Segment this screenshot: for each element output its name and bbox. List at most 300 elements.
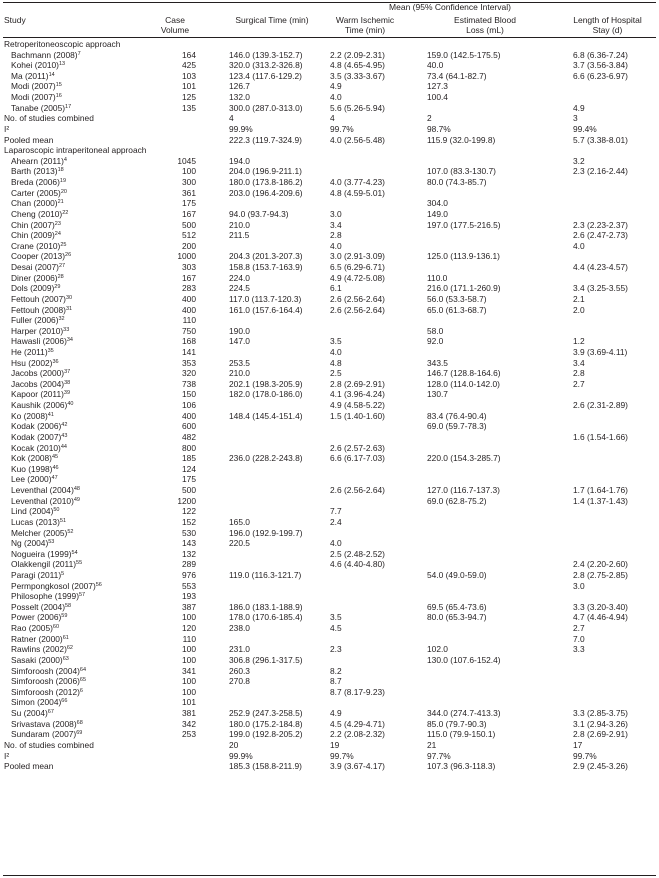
- reference-superscript: 16: [55, 93, 62, 100]
- study-cell-text: Fuller (2006): [11, 315, 59, 326]
- study-cell-text: Kok (2008): [11, 453, 52, 464]
- study-cell: [11, 103, 71, 114]
- warm-ischemic-cell: [330, 368, 342, 379]
- blood-loss-cell: [427, 655, 501, 666]
- study-cell: [11, 294, 72, 305]
- surgical-time-cell: [229, 368, 250, 379]
- surgical-time-cell: [229, 453, 303, 464]
- study-cell: [11, 634, 69, 645]
- hospital-stay-cell: [573, 336, 585, 347]
- case-volume-cell-text: 1200: [177, 495, 196, 506]
- table-row: [0, 453, 659, 464]
- warm-ischemic-cell-text: 4.0: [330, 240, 342, 251]
- case-volume-cell-text: 353: [182, 357, 196, 368]
- blood-loss-cell-text: 110.0: [427, 272, 448, 283]
- study-cell: [11, 570, 64, 581]
- table-row: [0, 464, 659, 475]
- study-cell: [4, 751, 9, 762]
- blood-loss-cell-text: 343.5: [427, 357, 448, 368]
- reference-superscript: 41: [47, 411, 54, 418]
- case-volume-cell: [162, 273, 196, 284]
- warm-ischemic-cell-text: 99.7%: [330, 750, 354, 761]
- table-row: [0, 591, 659, 602]
- study-cell: [11, 198, 64, 209]
- table-row: [0, 719, 659, 730]
- hospital-stay-cell: [573, 368, 585, 379]
- study-cell-text: Crane (2010): [11, 240, 61, 251]
- reference-superscript: 7: [77, 50, 81, 57]
- reference-superscript: 5: [61, 571, 65, 577]
- surgical-time-cell-text: 210.0: [229, 219, 250, 230]
- study-cell: [11, 389, 70, 400]
- blood-loss-cell: [427, 644, 448, 655]
- warm-ischemic-cell: [330, 761, 385, 772]
- warm-ischemic-cell-text: 3.9 (3.67-4.17): [330, 761, 385, 772]
- blood-loss-cell-text: 130.7: [427, 389, 448, 400]
- warm-ischemic-cell: [330, 485, 385, 496]
- study-cell-text: Modi (2007): [11, 81, 56, 92]
- table-row: [0, 549, 659, 560]
- blood-loss-cell: [427, 220, 501, 231]
- study-cell-text: Tanabe (2005): [11, 102, 66, 113]
- study-cell-text: Pooled mean: [4, 761, 54, 772]
- warm-ischemic-cell-text: 2.4: [330, 516, 342, 527]
- case-volume-cell: [162, 612, 196, 623]
- header-blood-line2: Loss (mL): [466, 25, 504, 35]
- case-volume-cell: [162, 60, 196, 71]
- hospital-stay-cell-text: 3.3: [573, 644, 585, 655]
- warm-ischemic-cell: [330, 729, 385, 740]
- surgical-time-cell-text: 165.0: [229, 516, 250, 527]
- study-cell-text: Fettouh (2007): [11, 293, 66, 304]
- reference-superscript: 4: [63, 156, 67, 163]
- hospital-stay-cell: [573, 496, 628, 507]
- study-cell: [11, 379, 70, 390]
- warm-ischemic-cell-text: 4: [330, 113, 335, 124]
- hospital-stay-cell-text: 3.4 (3.25-3.55): [573, 283, 628, 294]
- case-volume-cell-text: 193: [182, 591, 196, 602]
- warm-ischemic-cell-text: 6.1: [330, 283, 342, 294]
- study-cell-text: Cheng (2010): [11, 208, 63, 219]
- table-row: [0, 666, 659, 677]
- surgical-time-cell: [229, 177, 303, 188]
- warm-ischemic-cell: [330, 177, 385, 188]
- table-row: [0, 283, 659, 294]
- warm-ischemic-cell-text: 19: [330, 739, 340, 750]
- case-volume-cell-text: 100: [182, 166, 196, 177]
- reference-superscript: 58: [65, 602, 72, 609]
- study-cell-text: Simon (2004): [11, 697, 62, 708]
- study-cell: [11, 729, 82, 740]
- study-cell: [11, 676, 86, 687]
- table-row: [0, 570, 659, 581]
- warm-ischemic-cell: [330, 740, 339, 751]
- study-cell: [4, 113, 94, 124]
- table-row: [0, 103, 659, 114]
- case-volume-cell-text: 110: [182, 633, 196, 644]
- study-cell: [11, 432, 67, 443]
- surgical-time-cell: [229, 644, 250, 655]
- reference-superscript: 21: [57, 199, 64, 206]
- warm-ischemic-cell-text: 8.2: [330, 665, 342, 676]
- surgical-time-cell-text: 185.3 (158.8-211.9): [229, 761, 302, 772]
- case-volume-cell: [162, 432, 196, 443]
- surgical-time-cell: [229, 294, 301, 305]
- blood-loss-cell: [427, 612, 487, 623]
- study-cell-text: I²: [4, 123, 10, 134]
- case-volume-cell: [162, 549, 196, 560]
- case-volume-cell-text: 124: [182, 463, 196, 474]
- table-row: [0, 655, 659, 666]
- hospital-stay-cell-text: 2.8 (2.69-2.91): [573, 729, 628, 740]
- study-cell-text: Barth (2013): [11, 166, 58, 177]
- warm-ischemic-cell-text: 6.6 (6.17-7.03): [330, 453, 385, 464]
- table-row: [0, 623, 659, 634]
- case-volume-cell-text: 141: [182, 346, 196, 357]
- case-volume-cell: [162, 581, 196, 592]
- hospital-stay-cell-text: 2.9 (2.45-3.26): [573, 761, 628, 772]
- warm-ischemic-cell-text: 2.8: [330, 230, 342, 241]
- case-volume-cell-text: 106: [182, 400, 196, 411]
- case-volume-cell-text: 100: [182, 686, 196, 697]
- warm-ischemic-cell-text: 3.0 (2.91-3.09): [330, 251, 385, 262]
- blood-loss-cell: [427, 719, 487, 730]
- blood-loss-cell: [427, 453, 501, 464]
- blood-loss-cell: [427, 92, 448, 103]
- case-volume-cell: [162, 379, 196, 390]
- study-cell-text: Simforoosh (2004): [11, 665, 80, 676]
- study-cell-text: Rao (2005): [11, 623, 53, 634]
- hospital-stay-cell: [573, 124, 597, 135]
- hospital-stay-cell-text: 3.4: [573, 357, 585, 368]
- study-cell: [11, 464, 59, 475]
- reference-superscript: 30: [65, 294, 73, 301]
- warm-ischemic-cell: [330, 411, 385, 422]
- study-cell-text: Desai (2007): [11, 262, 59, 273]
- case-volume-cell-text: 530: [182, 527, 196, 538]
- warm-ischemic-cell: [330, 50, 385, 61]
- surgical-time-cell-text: 224.0: [229, 272, 250, 283]
- warm-ischemic-cell-text: 4.5 (4.29-4.71): [330, 718, 385, 729]
- case-volume-cell: [162, 283, 196, 294]
- warm-ischemic-cell-text: 2.5 (2.48-2.52): [330, 548, 385, 559]
- summary-row: [0, 751, 659, 762]
- warm-ischemic-cell-text: 4.6 (4.40-4.80): [330, 559, 385, 570]
- surgical-time-cell-text: 253.5: [229, 357, 250, 368]
- study-cell: [11, 697, 67, 708]
- surgical-time-cell-text: 252.9 (247.3-258.5): [229, 708, 303, 719]
- table-row: [0, 188, 659, 199]
- header-blood-line1: Estimated Blood: [454, 15, 516, 25]
- study-cell-text: Nogueira (1999): [11, 548, 72, 559]
- warm-ischemic-cell: [330, 188, 385, 199]
- surgical-time-cell-text: 224.5: [229, 283, 250, 294]
- reference-superscript: 34: [66, 337, 73, 344]
- study-cell: [11, 708, 54, 719]
- warm-ischemic-cell: [330, 389, 385, 400]
- warm-ischemic-cell: [330, 612, 342, 623]
- hospital-stay-cell-text: 5.7 (3.38-8.01): [573, 134, 628, 145]
- warm-ischemic-cell-text: 2.5: [330, 368, 342, 379]
- table-row: [0, 60, 659, 71]
- blood-loss-cell-text: 100.4: [427, 92, 448, 103]
- table-row: [0, 368, 659, 379]
- blood-loss-cell: [427, 60, 443, 71]
- surgical-time-cell: [229, 305, 303, 316]
- table-row: [0, 177, 659, 188]
- surgical-time-cell-text: 190.0: [229, 325, 250, 336]
- study-cell: [11, 273, 64, 284]
- surgical-time-cell-text: 204.0 (196.9-211.1): [229, 166, 302, 177]
- warm-ischemic-cell-text: 3.5: [330, 612, 342, 623]
- reference-superscript: 24: [54, 231, 61, 238]
- warm-ischemic-cell: [330, 623, 342, 634]
- blood-loss-cell: [427, 379, 500, 390]
- study-cell-text: Ko (2008): [11, 410, 48, 421]
- study-cell: [11, 81, 62, 92]
- table-row: [0, 156, 659, 167]
- hospital-stay-cell: [573, 71, 628, 82]
- case-volume-cell: [162, 368, 196, 379]
- case-volume-cell: [162, 729, 196, 740]
- table-row: [0, 198, 659, 209]
- section-header-row: [0, 145, 659, 156]
- reference-superscript: 40: [67, 401, 74, 408]
- case-volume-cell-text: 500: [182, 219, 196, 230]
- study-cell: [11, 358, 59, 369]
- hospital-stay-cell: [573, 241, 585, 252]
- study-cell-text: Kodak (2006): [11, 421, 62, 432]
- surgical-time-cell: [229, 283, 250, 294]
- reference-superscript: 61: [62, 634, 69, 641]
- case-volume-cell: [162, 538, 196, 549]
- study-cell: [11, 283, 60, 294]
- case-volume-cell: [162, 294, 196, 305]
- warm-ischemic-cell-text: 2.2 (2.09-2.31): [330, 49, 385, 60]
- surgical-time-cell: [229, 761, 302, 772]
- case-volume-cell-text: 976: [182, 570, 196, 580]
- warm-ischemic-cell: [330, 294, 385, 305]
- blood-loss-cell: [427, 113, 432, 124]
- study-cell: [11, 644, 73, 655]
- surgical-time-cell-text: 222.3 (119.7-324.9): [229, 134, 302, 145]
- table-row: [0, 687, 659, 698]
- header-bottom-rule: [3, 37, 656, 38]
- blood-loss-cell: [427, 421, 487, 432]
- study-cell-text: Srivastava (2008): [11, 718, 77, 729]
- case-volume-cell-text: 125: [182, 92, 196, 103]
- surgical-time-cell: [229, 135, 302, 146]
- table-row: [0, 528, 659, 539]
- blood-loss-cell-text: 92.0: [427, 336, 444, 347]
- blood-loss-cell: [427, 602, 487, 613]
- surgical-time-cell: [229, 612, 303, 623]
- warm-ischemic-cell: [330, 687, 385, 698]
- warm-ischemic-cell: [330, 113, 335, 124]
- study-cell: [11, 368, 70, 379]
- study-cell-text: Chan (2000): [11, 198, 58, 209]
- table-row: [0, 336, 659, 347]
- blood-loss-cell-text: 149.0: [427, 208, 448, 219]
- blood-loss-cell: [427, 71, 487, 82]
- blood-loss-cell: [427, 198, 448, 209]
- surgical-time-cell-text: 320.0 (313.2-326.8): [229, 60, 303, 71]
- surgical-time-cell: [229, 113, 234, 124]
- blood-loss-cell-text: 220.0 (154.3-285.7): [427, 453, 501, 464]
- reference-superscript: 13: [58, 61, 66, 68]
- hospital-stay-cell-text: 17: [573, 739, 583, 750]
- blood-loss-cell: [427, 326, 443, 337]
- blood-loss-cell: [427, 368, 501, 379]
- study-cell-text: Pooled mean: [4, 134, 54, 145]
- hospital-stay-cell: [573, 358, 585, 369]
- surgical-time-cell-text: 204.3 (201.3-207.3): [229, 251, 303, 262]
- blood-loss-cell-text: 69.0 (59.7-78.3): [427, 421, 487, 432]
- study-cell: [11, 336, 73, 347]
- case-volume-cell-text: 122: [182, 506, 196, 517]
- case-volume-cell: [162, 156, 196, 167]
- study-cell-text: Carter (2005): [11, 187, 61, 198]
- table-row: [0, 644, 659, 655]
- warm-ischemic-cell: [330, 751, 354, 762]
- warm-ischemic-cell-text: 3.5: [330, 336, 342, 347]
- warm-ischemic-cell: [330, 347, 342, 358]
- case-volume-cell-text: 283: [182, 283, 196, 294]
- surgical-time-cell-text: 199.0 (192.8-205.2): [229, 729, 303, 740]
- warm-ischemic-cell: [330, 336, 342, 347]
- hospital-stay-cell: [573, 103, 585, 114]
- warm-ischemic-cell-text: 2.3: [330, 644, 342, 655]
- hospital-stay-cell-text: 7.0: [573, 633, 585, 644]
- case-volume-cell-text: 361: [182, 187, 196, 198]
- surgical-time-cell: [229, 326, 250, 337]
- hospital-stay-cell: [573, 559, 628, 570]
- study-cell: [11, 517, 66, 528]
- surgical-time-cell-text: 300.0 (287.0-313.0): [229, 102, 303, 113]
- table-row: [0, 251, 659, 262]
- hospital-stay-cell: [573, 570, 628, 581]
- surgical-time-cell-text: 196.0 (192.9-199.7): [229, 527, 303, 538]
- warm-ischemic-cell: [330, 81, 342, 92]
- surgical-time-cell: [229, 389, 303, 400]
- case-volume-cell: [162, 166, 196, 177]
- case-volume-cell-text: 1045: [177, 155, 196, 166]
- surgical-time-cell: [229, 708, 303, 719]
- reference-superscript: 42: [61, 422, 68, 429]
- study-cell: [11, 209, 68, 220]
- blood-loss-cell: [427, 389, 448, 400]
- table-row: [0, 92, 659, 103]
- study-cell: [11, 262, 65, 273]
- warm-ischemic-cell: [330, 230, 342, 241]
- header-span-title: Mean (95% Confidence Interval): [389, 2, 511, 12]
- case-volume-cell-text: 100: [182, 676, 196, 687]
- reference-superscript: 43: [61, 432, 68, 439]
- surgical-time-cell: [229, 623, 250, 634]
- hospital-stay-cell: [573, 623, 585, 634]
- case-volume-cell-text: 341: [182, 665, 196, 676]
- study-cell-text: Chin (2007): [11, 219, 55, 230]
- case-volume-cell: [162, 517, 196, 528]
- case-volume-cell: [162, 198, 196, 209]
- hospital-stay-cell: [573, 283, 628, 294]
- surgical-time-cell: [229, 124, 253, 135]
- case-volume-cell-text: 101: [182, 697, 196, 708]
- study-cell-text: Ratner (2000): [11, 633, 63, 644]
- blood-loss-cell: [427, 336, 443, 347]
- case-volume-cell: [162, 421, 196, 432]
- header-warm-line1: Warm Ischemic: [335, 15, 395, 25]
- study-cell: [11, 602, 71, 613]
- reference-superscript: 62: [66, 645, 73, 652]
- case-volume-cell: [162, 177, 196, 188]
- case-volume-cell: [162, 591, 196, 602]
- case-volume-cell: [162, 71, 196, 82]
- study-cell-text: Hawasli (2006): [11, 336, 67, 347]
- reference-superscript: 31: [65, 305, 73, 312]
- warm-ischemic-cell: [330, 400, 385, 411]
- study-cell: [11, 156, 67, 167]
- case-volume-cell: [162, 687, 196, 698]
- blood-loss-cell: [427, 751, 451, 762]
- surgical-time-cell-text: 94.0 (93.7-94.3): [229, 208, 289, 219]
- surgical-time-cell-text: 203.0 (196.4-209.6): [229, 187, 303, 198]
- surgical-time-cell: [229, 719, 303, 730]
- reference-superscript: 48: [73, 486, 80, 493]
- blood-loss-cell-text: 107.0 (83.3-130.7): [427, 166, 496, 177]
- blood-loss-cell-text: 159.0 (142.5-175.5): [427, 49, 501, 60]
- blood-loss-cell-text: 125.0 (113.9-136.1): [427, 251, 500, 262]
- case-volume-cell: [162, 602, 196, 613]
- warm-ischemic-cell: [330, 676, 342, 687]
- warm-ischemic-cell-text: 2.6 (2.56-2.64): [330, 485, 385, 496]
- case-volume-cell-text: 425: [182, 60, 196, 71]
- hospital-stay-cell-text: 6.8 (6.36-7.24): [573, 49, 628, 60]
- study-cell-text: Paragi (2011): [11, 570, 62, 580]
- surgical-time-cell: [229, 528, 303, 539]
- surgical-time-cell-text: 194.0: [229, 155, 250, 166]
- blood-loss-cell: [427, 124, 451, 135]
- surgical-time-cell: [229, 220, 250, 231]
- surgical-time-cell: [229, 729, 303, 740]
- reference-superscript: 17: [65, 103, 72, 110]
- warm-ischemic-cell: [330, 666, 342, 677]
- case-volume-cell: [162, 464, 196, 475]
- surgical-time-cell: [229, 71, 302, 82]
- blood-loss-cell-text: 127.0 (116.7-137.3): [427, 485, 500, 496]
- case-volume-cell-text: 132: [182, 548, 196, 559]
- case-volume-cell-text: 482: [182, 431, 196, 442]
- reference-superscript: 15: [55, 82, 62, 89]
- hospital-stay-cell-text: 3.2: [573, 155, 585, 166]
- surgical-time-cell-text: 260.3: [229, 665, 250, 676]
- surgical-time-cell: [229, 92, 250, 103]
- hospital-stay-cell: [573, 60, 628, 71]
- study-cell: [11, 188, 67, 199]
- table-row: [0, 517, 659, 528]
- study-cell-text: Kodak (2007): [11, 431, 62, 442]
- surgical-time-cell: [229, 81, 250, 92]
- case-volume-cell-text: 750: [182, 325, 196, 336]
- reference-superscript: 54: [71, 549, 78, 556]
- surgical-time-cell-text: 182.0 (178.0-186.0): [229, 389, 303, 400]
- warm-ischemic-cell: [330, 220, 342, 231]
- study-cell: [11, 453, 58, 464]
- case-volume-cell-text: 143: [182, 538, 196, 549]
- study-cell-text: Kaushik (2006): [11, 400, 68, 411]
- hospital-stay-cell: [573, 634, 585, 645]
- warm-ischemic-cell: [330, 60, 385, 71]
